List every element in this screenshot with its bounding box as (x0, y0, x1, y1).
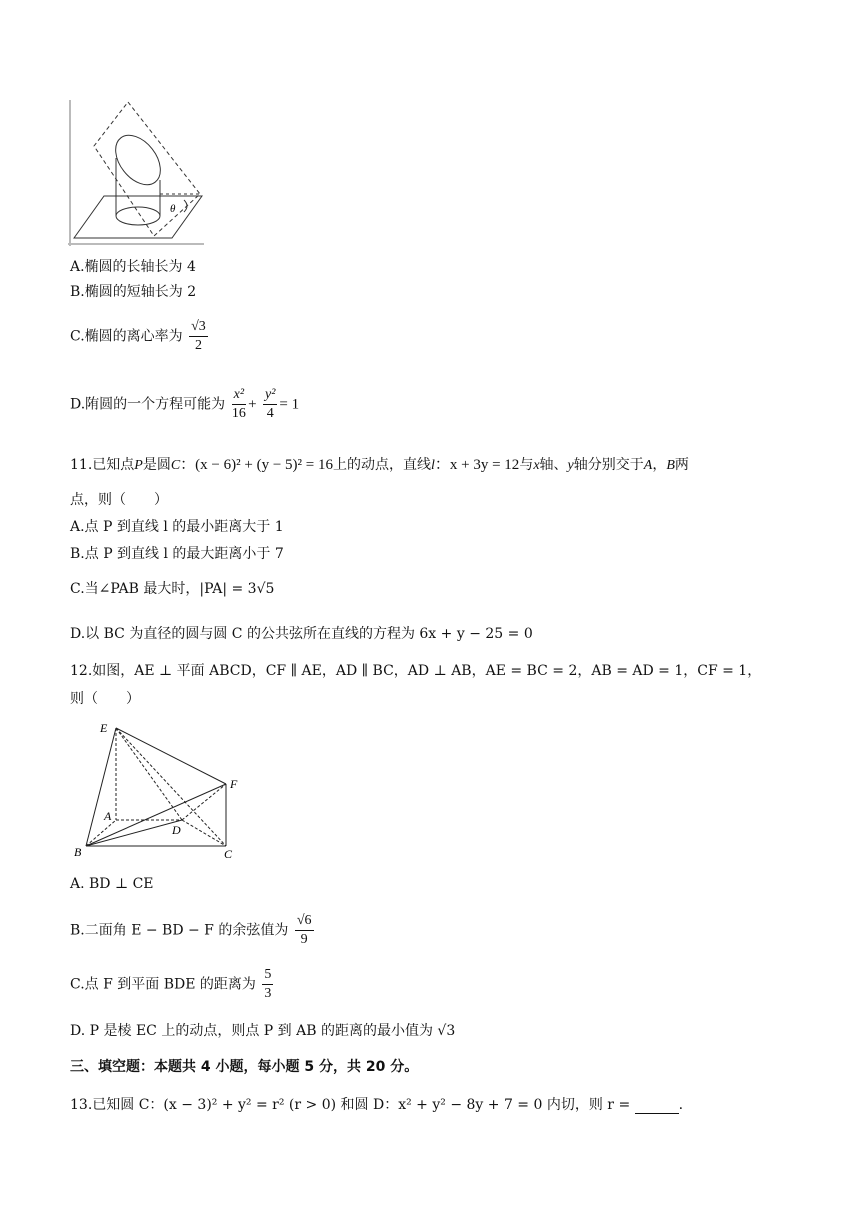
fraction-denominator: 16 (231, 406, 246, 421)
q12-option-b-text: B.二面角 E − BD − F 的余弦值为 (70, 922, 289, 939)
fraction-y2-4 (263, 386, 277, 423)
q11-stem-b: 是圆 (142, 457, 171, 473)
q10-option-a: A.椭圆的长轴长为 4 (70, 259, 196, 275)
comma: ， (652, 457, 667, 473)
q13-stem (70, 1096, 683, 1114)
q12-option-c-fraction (262, 966, 273, 1003)
point-a: A (643, 458, 653, 473)
q10-option-c (70, 318, 210, 355)
q10-option-d: D.陏圆的一个方程可能为 $\frac{\text{x²}}{16}$ + $\frac{\text{y²}}{4}$ = 1 (70, 387, 300, 421)
q12-stem-line2: 则（ ） (70, 691, 140, 707)
fraction-x2-16 (232, 386, 246, 423)
q12-option-c-text: C.点 F 到平面 BDE 的距离为 (70, 976, 256, 993)
fraction-numerator: y² (263, 386, 277, 405)
q12-stem-line1: 12.如图，AE ⊥ 平面 ABCD，CF ∥ AE，AD ∥ BC，AD ⊥ AB，AE = BC = 2，AB = AD = 1，CF = 1， (70, 663, 762, 679)
y-axis: y (567, 458, 574, 473)
q12-option-c (70, 966, 275, 1003)
point-p: P (134, 458, 143, 473)
fraction-numerator: x² (232, 386, 246, 405)
vertex-c-label: C (224, 847, 233, 861)
theta-label: θ (170, 203, 176, 215)
equation-rhs: = 1 (279, 396, 300, 413)
polyhedron-figure (72, 716, 246, 862)
fraction-numerator: √6 (295, 912, 314, 931)
q11-option-d: D.以 BC 为直径的圆与圆 C 的公共弦所在直线的方程为 6x + y − 25 = 0 (70, 626, 533, 642)
q10-option-b: B.椭圆的短轴长为 2 (70, 284, 197, 300)
q11-option-c: C.当∠PAB 最大时，|PA| = 3√5 (70, 581, 275, 597)
q13-period: . (678, 1097, 684, 1113)
q13-stem-text: 13.已知圆 C：(x − 3)² + y² = r² (r > 0) 和圆 D：x² + y² − 8y + 7 = 0 内切，则 r = (70, 1097, 631, 1113)
q12-option-b (70, 912, 316, 949)
q12-option-b-fraction (295, 912, 314, 949)
x-axis: x (533, 458, 540, 473)
q12-option-a: A. BD ⊥ CE (70, 876, 154, 892)
fraction-denominator: 9 (300, 932, 308, 947)
q11-stem-line2: 点，则（ ） (70, 492, 168, 508)
q11-stem-d: 与 (519, 457, 534, 473)
vertex-a-label: A (104, 809, 112, 823)
fraction-numerator: 5 (262, 966, 273, 985)
circle-equation: ：(x − 6)² + (y − 5)² = 16 (180, 457, 333, 473)
vertex-f-label: F (230, 777, 238, 791)
fraction-denominator: 2 (194, 338, 202, 353)
q10-option-c-text: C.椭圆的离心率为 (70, 328, 183, 345)
vertex-e-label: E (100, 721, 108, 735)
q11-stem-c: 上的动点，直线 (333, 457, 431, 473)
q12-option-d: D. P 是棱 EC 上的动点，则点 P 到 AB 的距离的最小值为 √3 (70, 1023, 456, 1039)
fraction-denominator: 4 (266, 406, 274, 421)
q11-option-a: A.点 P 到直线 l 的最小距离大于 1 (70, 519, 284, 535)
section-heading: 三、填空题：本题共 4 小题，每小题 5 分，共 20 分。 (70, 1059, 419, 1075)
q11-stem-g: 两 (674, 457, 689, 473)
point-b: B (666, 458, 675, 473)
cylinder-plane-figure (68, 100, 204, 246)
fraction-denominator: 3 (264, 986, 272, 1001)
line-equation: ：x + 3y = 12 (434, 457, 520, 473)
q11-option-b: B.点 P 到直线 l 的最大距离小于 7 (70, 546, 284, 562)
vertex-b-label: B (74, 845, 82, 859)
q11-stem-a: 11.已知点 (70, 457, 135, 473)
q11-stem-e: 轴、 (539, 457, 568, 473)
fraction-numerator: √3 (189, 318, 208, 337)
q10-option-d-text: D.陏圆的一个方程可能为 (70, 396, 226, 413)
q11-stem-line1 (70, 456, 689, 475)
line-l: l (431, 458, 435, 473)
answer-blank[interactable] (635, 1099, 679, 1114)
circle-c: C (170, 458, 181, 473)
vertex-d-label: D (172, 823, 181, 837)
q11-stem-f: 轴分别交于 (573, 457, 644, 473)
q10-option-c-fraction (189, 318, 208, 355)
